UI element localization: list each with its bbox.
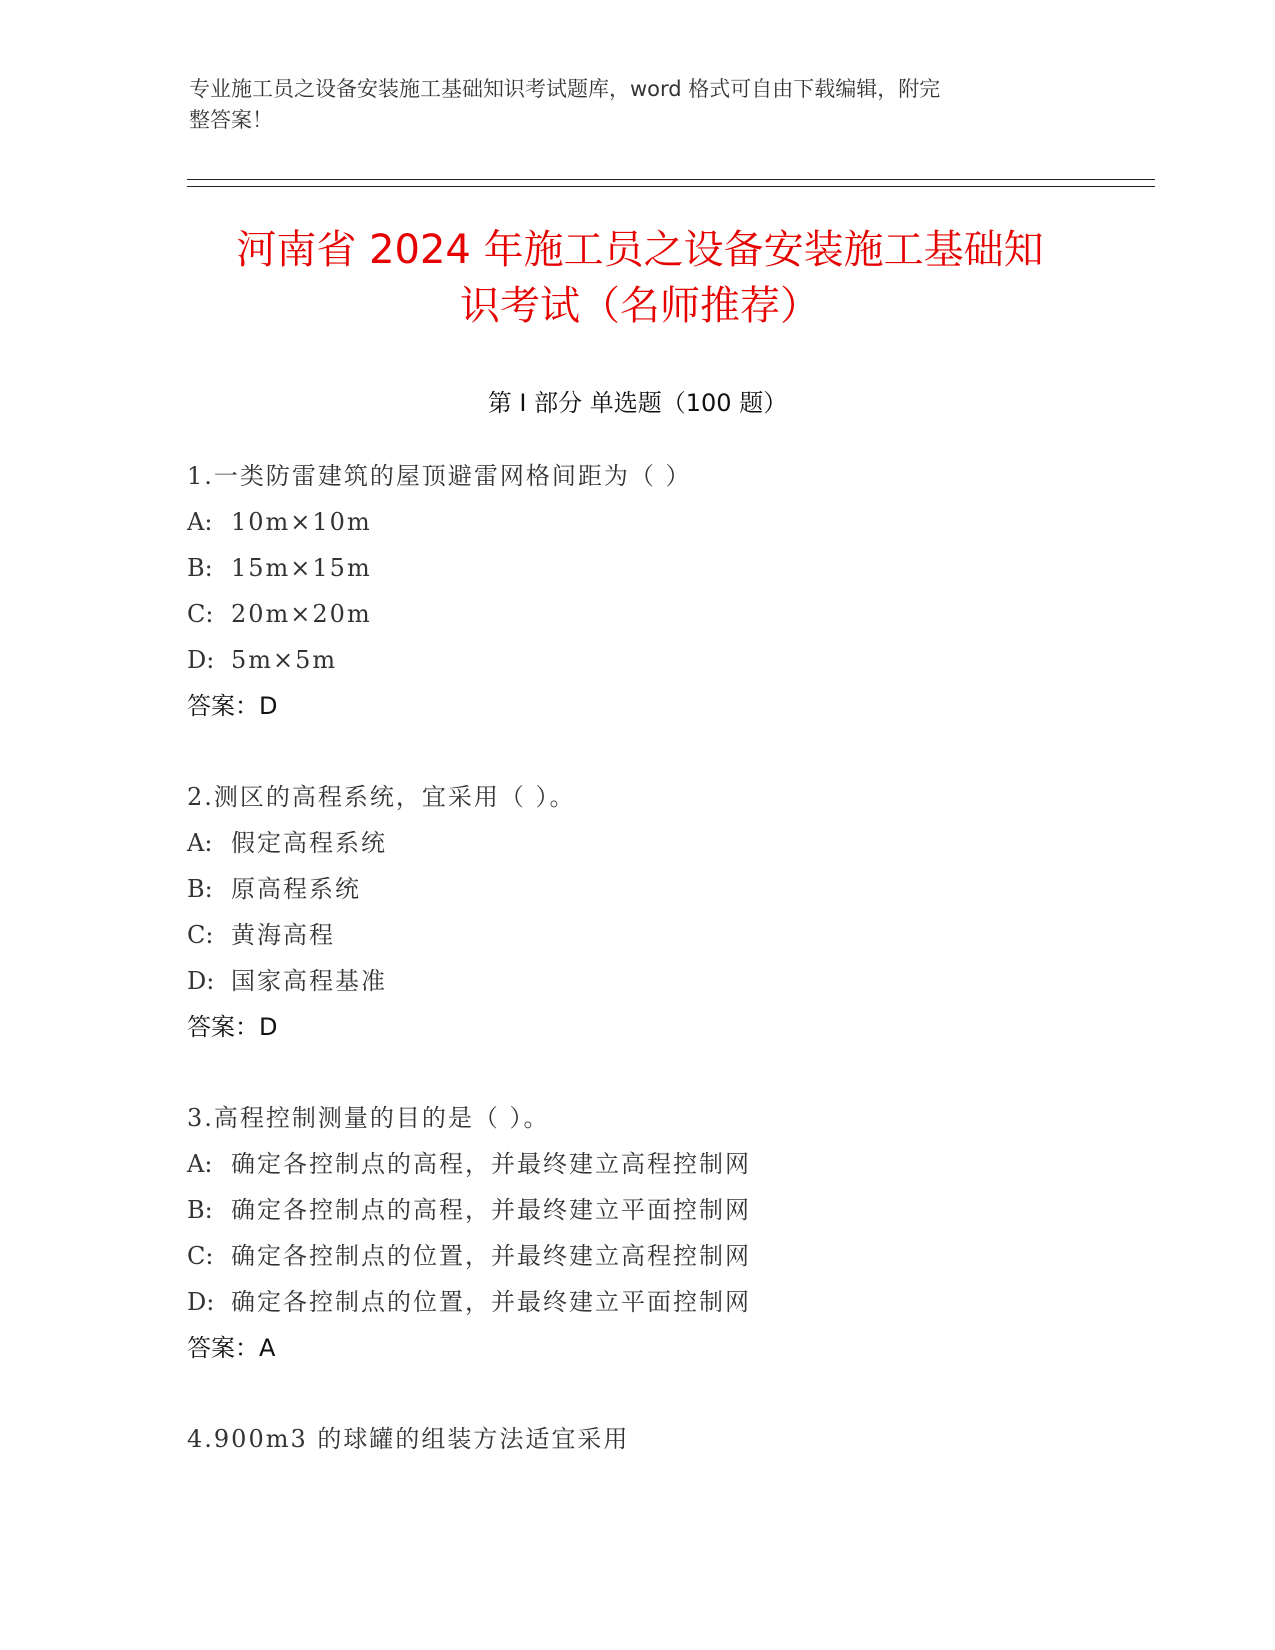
question-stem: 3.高程控制测量的目的是（ ）。 xyxy=(187,1104,550,1132)
answer-line: 答案：D xyxy=(187,1013,278,1041)
answer-line: 答案：A xyxy=(187,1334,276,1362)
option-text: 15m×15m xyxy=(231,554,372,582)
option-a xyxy=(187,499,1087,545)
document-title xyxy=(160,222,1120,334)
option-a xyxy=(187,1141,1087,1187)
option-d xyxy=(187,637,1087,683)
option-c xyxy=(187,912,1087,958)
option-text: 10m×10m xyxy=(231,508,372,536)
option-letter: D: xyxy=(187,1288,215,1316)
option-letter: B: xyxy=(187,1196,213,1224)
question-stem: 2.测区的高程系统，宜采用（ ）。 xyxy=(187,783,576,811)
option-d xyxy=(187,1279,1087,1325)
option-text: 国家高程基准 xyxy=(231,967,387,995)
question-stem: 4.900m3 的球罐的组装方法适宜采用 xyxy=(187,1425,630,1453)
question-1 xyxy=(187,453,1087,729)
option-b xyxy=(187,866,1087,912)
option-a xyxy=(187,820,1087,866)
document-title-line-1: 河南省 2024 年施工员之设备安装施工基础知 xyxy=(236,227,1044,273)
option-letter: D: xyxy=(187,967,215,995)
option-text: 5m×5m xyxy=(231,646,338,674)
question-4 xyxy=(187,1416,1087,1462)
document-title-line-2: 识考试（名师推荐） xyxy=(460,283,820,329)
option-text: 确定各控制点的高程，并最终建立平面控制网 xyxy=(231,1196,751,1224)
option-letter: C: xyxy=(187,921,214,949)
option-letter: A: xyxy=(187,1150,213,1178)
header-double-rule xyxy=(187,179,1155,187)
option-letter: D: xyxy=(187,646,215,674)
header-note-line-1: 专业施工员之设备安装施工基础知识考试题库，word 格式可自由下载编辑，附完 xyxy=(189,77,941,101)
option-b xyxy=(187,1187,1087,1233)
option-d xyxy=(187,958,1087,1004)
option-text: 确定各控制点的位置，并最终建立高程控制网 xyxy=(231,1242,751,1270)
option-c xyxy=(187,591,1087,637)
option-letter: C: xyxy=(187,1242,214,1270)
option-letter: A: xyxy=(187,829,213,857)
header-note-line-2: 整答案！ xyxy=(189,108,273,132)
option-c xyxy=(187,1233,1087,1279)
option-text: 20m×20m xyxy=(231,600,372,628)
question-stem: 1.一类防雷建筑的屋顶避雷网格间距为（ ） xyxy=(187,462,692,490)
option-letter: B: xyxy=(187,875,213,903)
option-letter: B: xyxy=(187,554,213,582)
option-text: 黄海高程 xyxy=(231,921,335,949)
option-letter: C: xyxy=(187,600,214,628)
answer-line: 答案：D xyxy=(187,692,278,720)
question-2 xyxy=(187,774,1087,1050)
section-heading: 第 I 部分 单选题（100 题） xyxy=(487,389,788,417)
question-3 xyxy=(187,1095,1087,1371)
option-text: 原高程系统 xyxy=(231,875,361,903)
option-text: 确定各控制点的高程，并最终建立高程控制网 xyxy=(231,1150,751,1178)
option-b xyxy=(187,545,1087,591)
option-text: 确定各控制点的位置，并最终建立平面控制网 xyxy=(231,1288,751,1316)
option-text: 假定高程系统 xyxy=(231,829,387,857)
option-letter: A: xyxy=(187,508,213,536)
header-note xyxy=(189,74,1069,136)
